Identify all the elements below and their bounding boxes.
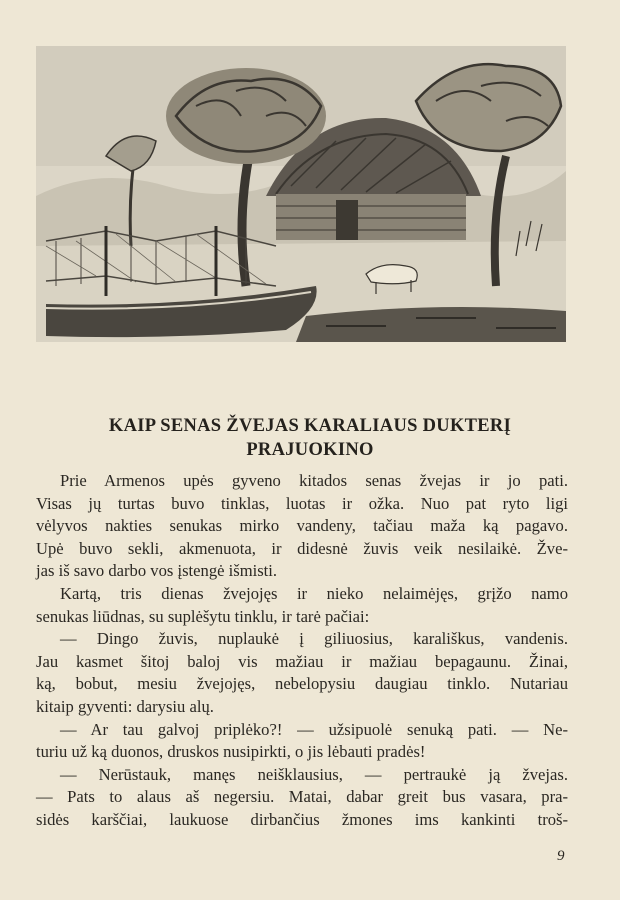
chapter-title-line-2: PRAJUOKINO bbox=[246, 440, 374, 460]
text-line: Kartą, tris dienas žvejojęs ir nieko nelaimėjęs, grįžo namo bbox=[60, 583, 568, 603]
text-line: jas iš savo darbo vos įstengė išmisti. bbox=[36, 561, 278, 581]
text-line: — Dingo žuvis, nuplaukė į giliuosius, karališkus, vandenis. bbox=[60, 629, 568, 649]
body-text bbox=[36, 470, 568, 832]
text-line: — Nerūstauk, manęs neišklausius, — pertraukė ją žvejas. bbox=[60, 764, 568, 784]
text-line: — Pats to alaus aš negersiu. Matai, dabar greit bus vasara, pra- bbox=[36, 787, 568, 807]
text-line: — Ar tau galvoj priplėko?! — užsipuolė senuką pati. — Ne- bbox=[60, 719, 568, 739]
text-line: Visas jų turtas buvo tinklas, luotas ir ožka. Nuo pat ryto ligi bbox=[36, 493, 568, 513]
text-line: ką, bobut, mesiu žvejojęs, nebelopysiu daugiau tinklo. Nutariau bbox=[36, 674, 568, 694]
text-line: vėlyvos nakties senukas mirko vandeny, tačiau maža ką pagavo. bbox=[36, 516, 568, 536]
text-line: turiu už ką duonos, druskos nusipirkti, o jis lėbauti pradės! bbox=[36, 742, 426, 762]
text-line: Prie Armenos upės gyveno kitados senas žvejas ir jo pati. bbox=[60, 471, 568, 490]
text-line: Jau kasmet šitoj baloj vis mažiau ir mažiau bepagaunu. Žinai, bbox=[36, 651, 568, 671]
text-line: senukas liūdnas, su suplėšytu tinklu, ir tarė pačiai: bbox=[36, 606, 370, 626]
text-line: Upė buvo sekli, akmenuota, ir didesnė žuvis veik nesilaikė. Žve- bbox=[36, 538, 568, 558]
fishing-hut-illustration bbox=[36, 46, 566, 342]
text-line: sidės karščiai, laukuose dirbančius žmones ims kankinti troš- bbox=[36, 809, 568, 829]
page-number: 9 bbox=[557, 848, 565, 864]
chapter-title-line-1: KAIP SENAS ŽVEJAS KARALIAUS DUKTERĮ bbox=[108, 416, 512, 436]
text-line: kitaip gyventi: darysiu alų. bbox=[36, 696, 214, 716]
